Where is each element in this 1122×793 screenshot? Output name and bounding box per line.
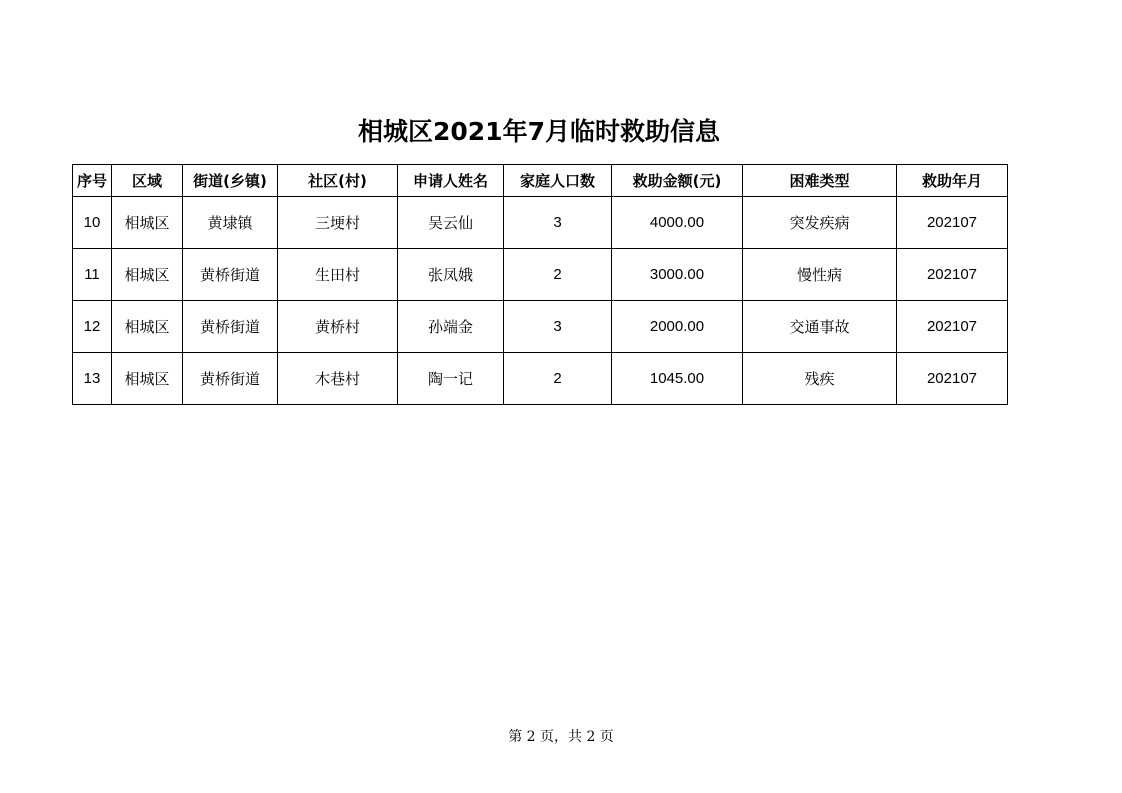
cell-family-size: 3 xyxy=(504,197,612,249)
table-row xyxy=(73,353,1008,405)
header-street: 街道(乡镇) xyxy=(183,165,278,197)
cell-applicant: 孙端金 xyxy=(398,301,504,353)
header-applicant: 申请人姓名 xyxy=(398,165,504,197)
cell-family-size: 2 xyxy=(504,249,612,301)
header-community: 社区(村) xyxy=(278,165,398,197)
cell-relief-month: 202107 xyxy=(897,301,1008,353)
cell-amount: 1045.00 xyxy=(612,353,743,405)
relief-table xyxy=(72,164,1008,405)
cell-applicant: 张凤娥 xyxy=(398,249,504,301)
table-row xyxy=(73,249,1008,301)
cell-family-size: 2 xyxy=(504,353,612,405)
cell-community: 三埂村 xyxy=(278,197,398,249)
cell-relief-month: 202107 xyxy=(897,249,1008,301)
cell-amount: 2000.00 xyxy=(612,301,743,353)
cell-street: 黄埭镇 xyxy=(183,197,278,249)
cell-hardship-type: 交通事故 xyxy=(743,301,897,353)
page-footer: 第 2 页，共 2 页 xyxy=(508,729,614,745)
header-serial: 序号 xyxy=(73,165,112,197)
cell-community: 木巷村 xyxy=(278,353,398,405)
cell-hardship-type: 慢性病 xyxy=(743,249,897,301)
cell-relief-month: 202107 xyxy=(897,353,1008,405)
cell-amount: 3000.00 xyxy=(612,249,743,301)
header-amount: 救助金额(元) xyxy=(612,165,743,197)
cell-district: 相城区 xyxy=(112,197,183,249)
cell-hardship-type: 残疾 xyxy=(743,353,897,405)
table-row xyxy=(73,301,1008,353)
header-district: 区域 xyxy=(112,165,183,197)
header-hardship-type: 困难类型 xyxy=(743,165,897,197)
cell-applicant: 陶一记 xyxy=(398,353,504,405)
cell-serial: 12 xyxy=(73,301,112,353)
page-title: 相城区2021年7月临时救助信息 xyxy=(358,117,720,146)
header-row xyxy=(73,165,1008,197)
table-row xyxy=(73,197,1008,249)
header-family-size: 家庭人口数 xyxy=(504,165,612,197)
cell-serial: 11 xyxy=(73,249,112,301)
cell-street: 黄桥街道 xyxy=(183,249,278,301)
cell-community: 生田村 xyxy=(278,249,398,301)
cell-amount: 4000.00 xyxy=(612,197,743,249)
cell-district: 相城区 xyxy=(112,249,183,301)
cell-hardship-type: 突发疾病 xyxy=(743,197,897,249)
cell-street: 黄桥街道 xyxy=(183,301,278,353)
cell-street: 黄桥街道 xyxy=(183,353,278,405)
cell-relief-month: 202107 xyxy=(897,197,1008,249)
cell-family-size: 3 xyxy=(504,301,612,353)
cell-district: 相城区 xyxy=(112,301,183,353)
header-relief-month: 救助年月 xyxy=(897,165,1008,197)
cell-serial: 13 xyxy=(73,353,112,405)
cell-serial: 10 xyxy=(73,197,112,249)
cell-district: 相城区 xyxy=(112,353,183,405)
cell-community: 黄桥村 xyxy=(278,301,398,353)
cell-applicant: 吴云仙 xyxy=(398,197,504,249)
